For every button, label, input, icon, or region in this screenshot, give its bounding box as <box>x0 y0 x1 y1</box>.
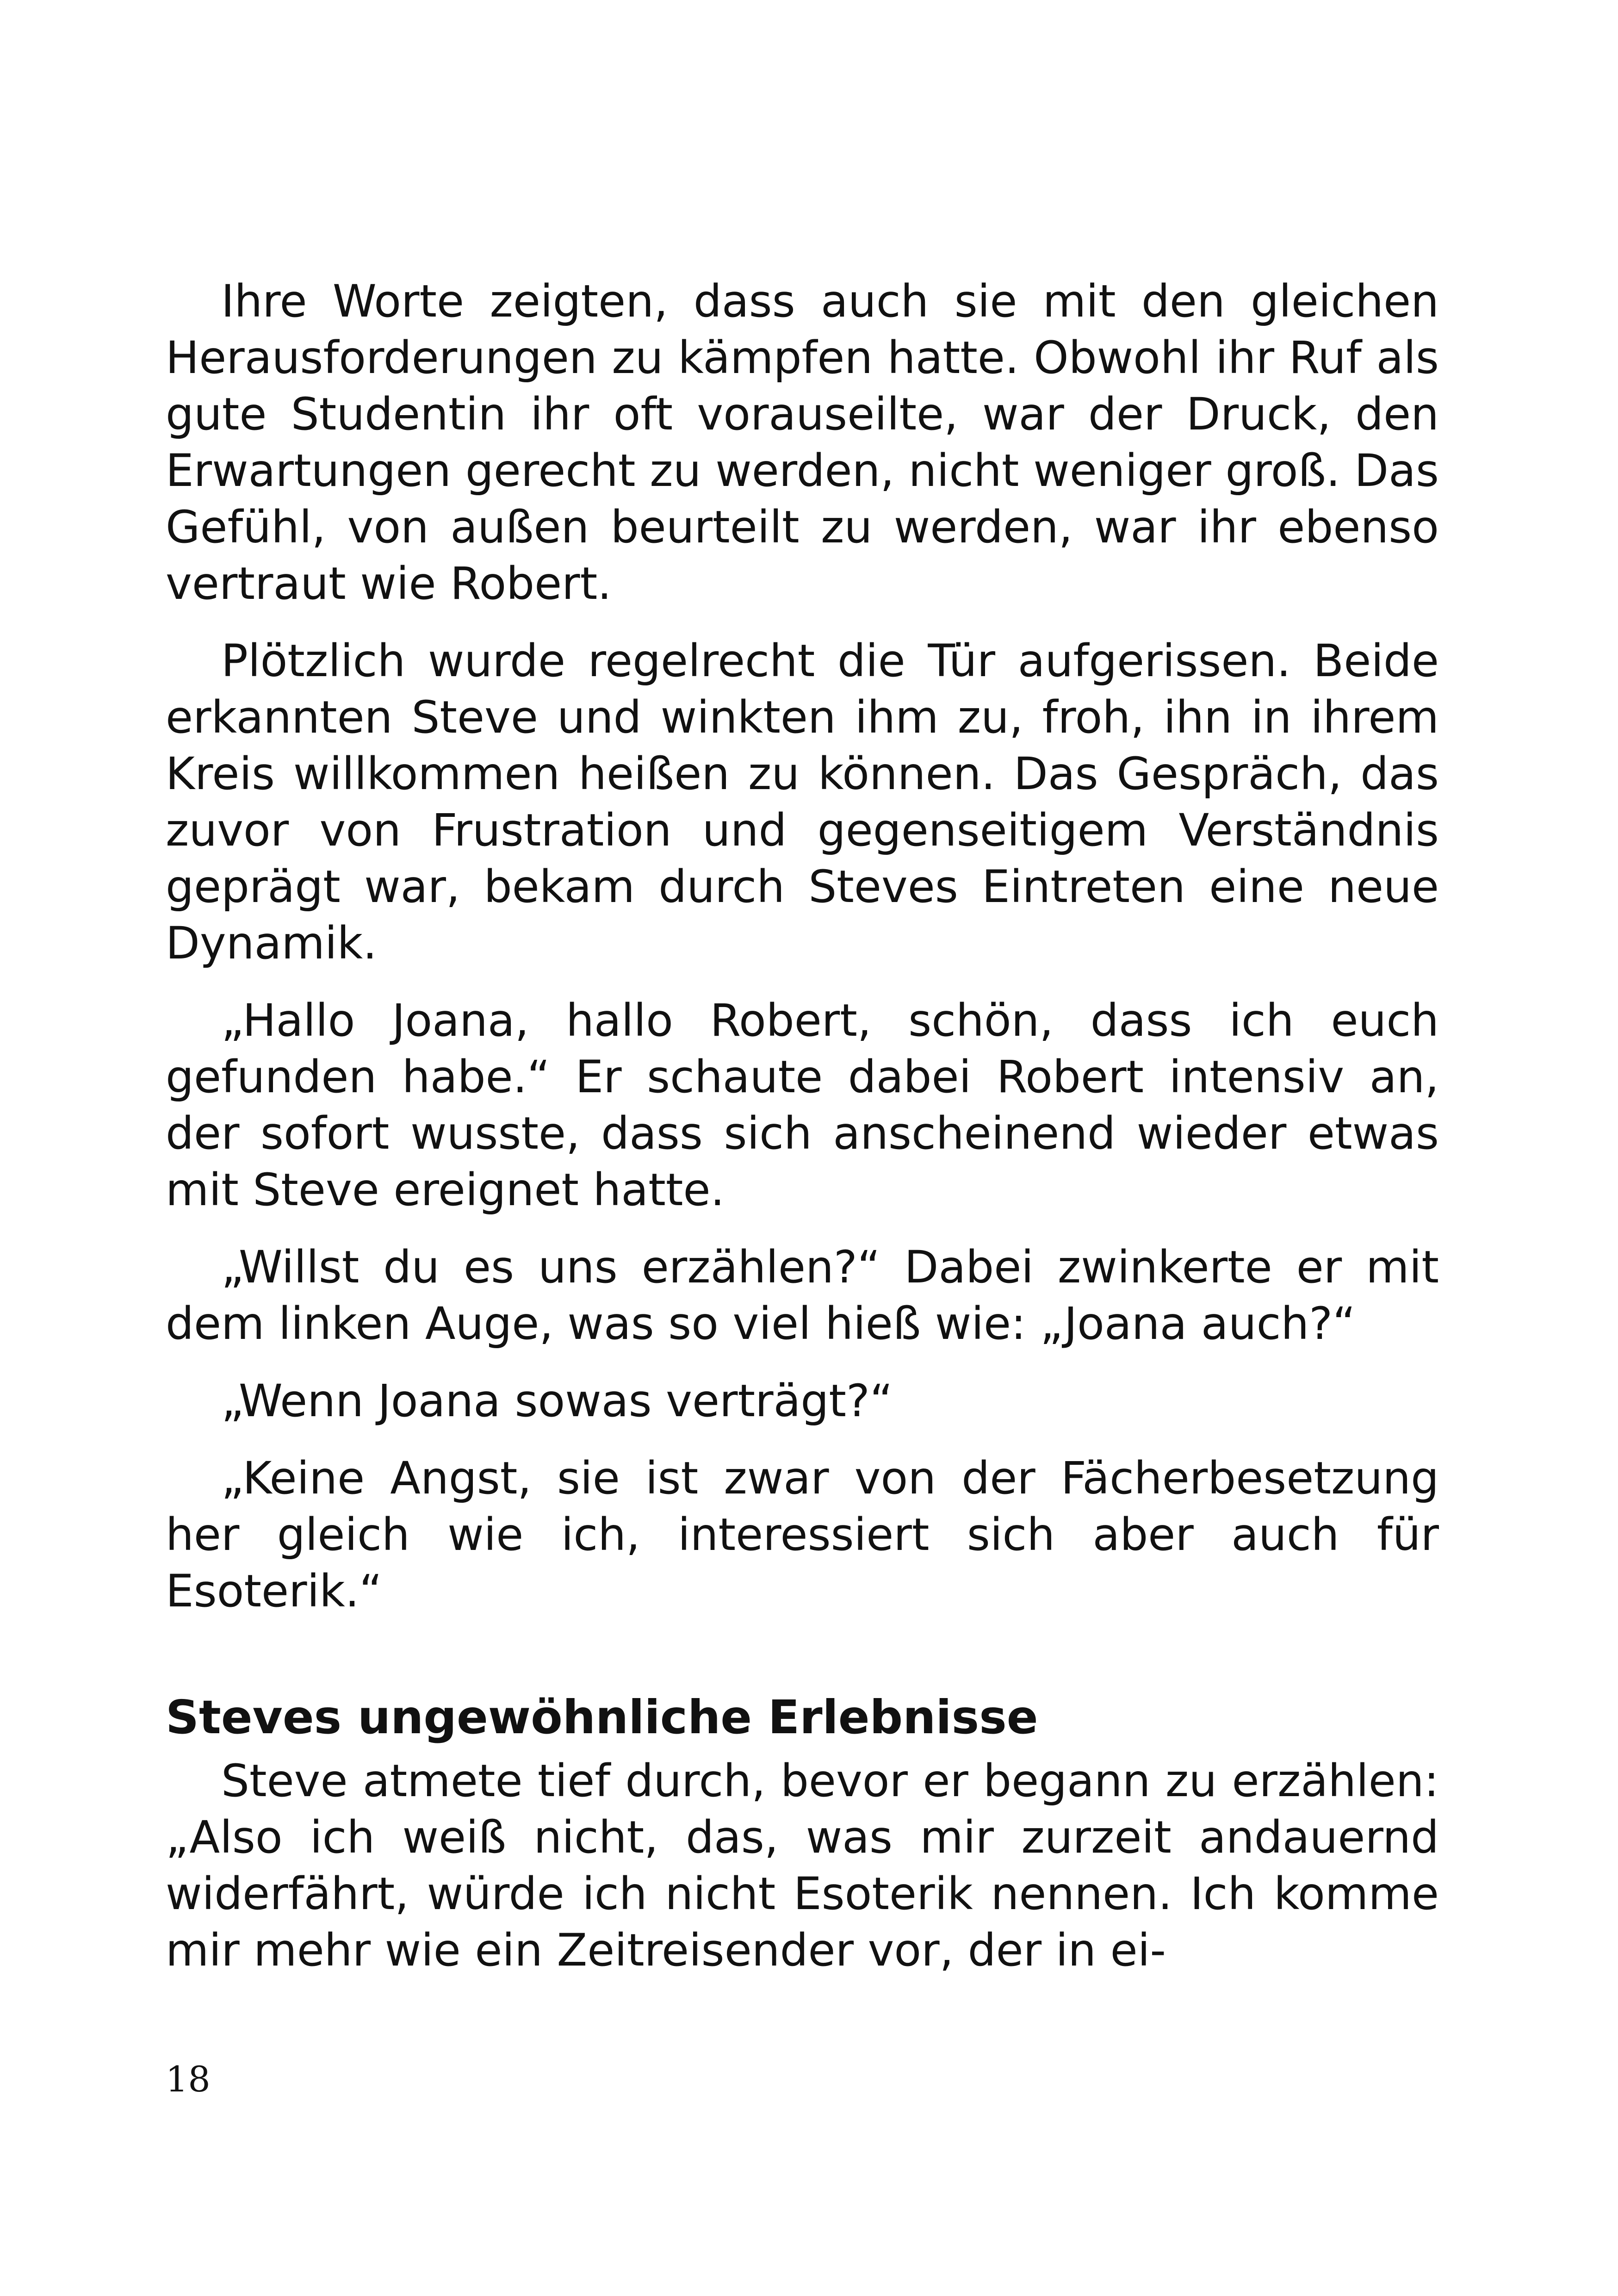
section-heading: Steves ungewöhnliche Erlebnisse <box>166 1690 1038 1744</box>
paragraph: „Keine Angst, sie ist zwar von der Fächerbesetzung her gleich wie ich, interessiert sich aber auch für Esoterik.“ <box>166 1452 1439 1617</box>
paragraph: „Willst du es uns erzählen?“ Dabei zwinkerte er mit dem linken Auge, was so viel hieß wie: „Joana auch?“ <box>166 1241 1439 1350</box>
page-number: 18 <box>166 2059 211 2100</box>
paragraph: Ihre Worte zeigten, dass auch sie mit den gleichen Herausforderungen zu kämpfen hatte. Obwohl ihr Ruf als gute Studentin ihr oft vorauseilte, war der Druck, den Erwartungen gerecht zu werden, nicht weniger groß. Das Gefühl, von außen beurteilt zu werden, war ihr ebenso vertraut wie Robert. <box>166 275 1439 610</box>
paragraph: „Wenn Joana sowas verträgt?“ <box>221 1375 893 1427</box>
page-body <box>166 273 1439 1999</box>
paragraph: Plötzlich wurde regelrecht die Tür aufgerissen. Beide erkannten Steve und winkten ihm zu, froh, ihn in ihrem Kreis willkommen heißen zu können. Das Gespräch, das zuvor von Frustration und gegenseitigem Verständnis geprägt war, bekam durch Steves Eintreten eine neue Dynamik. <box>166 635 1439 969</box>
paragraph: Steve atmete tief durch, bevor er begann zu erzählen: „Also ich weiß nicht, das, was mir zurzeit andauernd widerfährt, würde ich nicht Esoterik nennen. Ich komme mir mehr wie ein Zeitreisender vor, der in ei- <box>166 1755 1439 1976</box>
paragraph: „Hallo Joana, hallo Robert, schön, dass ich euch gefunden habe.“ Er schaute dabei Robert intensiv an, der sofort wusste, dass sich anscheinend wieder etwas mit Steve ereignet hatte. <box>166 995 1439 1216</box>
